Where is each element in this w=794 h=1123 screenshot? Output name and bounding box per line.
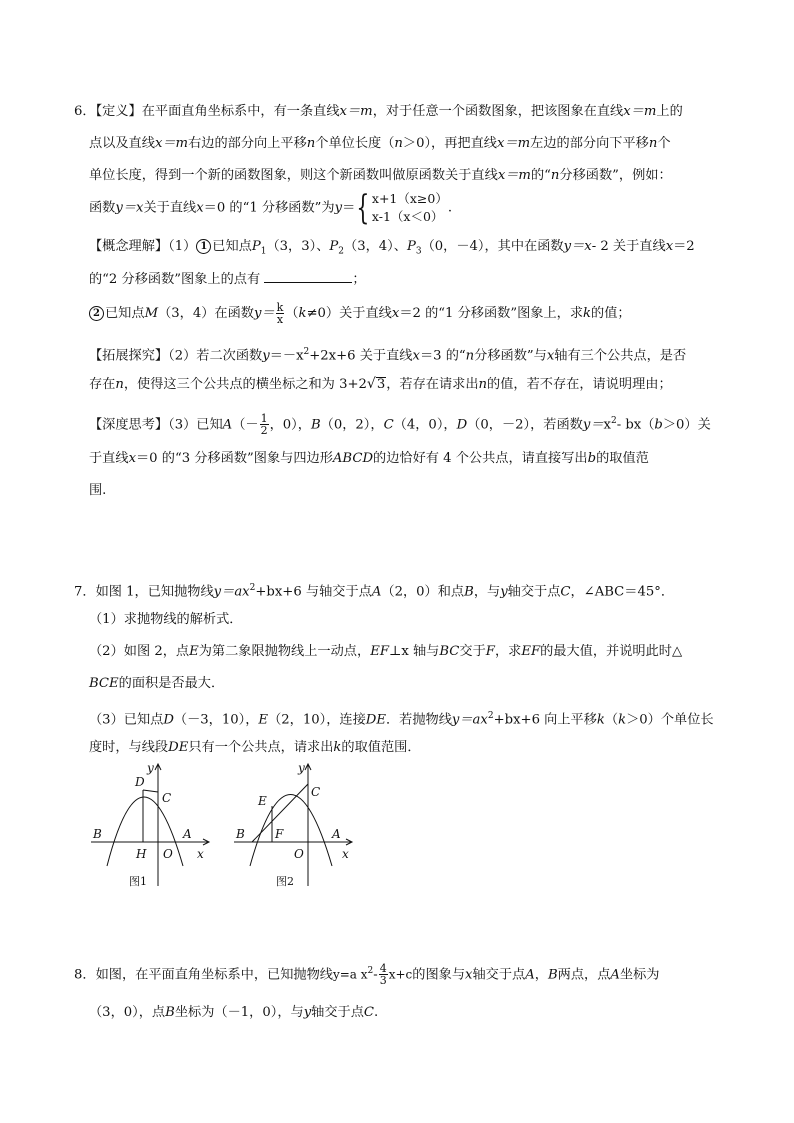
text-fragment: （0，2）， bbox=[320, 417, 384, 433]
text-fragment: DE bbox=[365, 712, 386, 728]
text-fragment: 的取值范 bbox=[596, 451, 649, 466]
fraction-k-over-x bbox=[276, 302, 285, 325]
text-fragment: x bbox=[196, 200, 204, 216]
text-fragment: 3 bbox=[376, 377, 386, 392]
text-fragment: n bbox=[394, 136, 403, 151]
text-fragment: （3，4）、 bbox=[344, 239, 407, 254]
label-O: O bbox=[163, 847, 173, 861]
text-fragment: 【概念理解】 bbox=[89, 239, 169, 254]
text-fragment: 上的 bbox=[656, 104, 683, 119]
text-fragment: ax bbox=[234, 584, 250, 600]
q6-line-2 bbox=[89, 135, 671, 153]
text-fragment: 6． bbox=[74, 104, 96, 119]
q6-line-11 bbox=[89, 450, 649, 468]
text-fragment: （3）已知点 bbox=[89, 712, 164, 728]
text-fragment: BCE bbox=[89, 676, 119, 691]
text-fragment: B bbox=[464, 584, 474, 600]
q8-line-2 bbox=[89, 1004, 378, 1022]
text-fragment: P bbox=[329, 239, 339, 254]
text-fragment: . bbox=[374, 1005, 379, 1020]
text-fragment: 左边的部分向下平移 bbox=[530, 136, 649, 151]
text-fragment: y＝x bbox=[115, 200, 144, 216]
text-fragment: B bbox=[547, 967, 558, 983]
text-fragment: P bbox=[251, 239, 261, 254]
text-fragment: 两点，点 bbox=[557, 967, 611, 983]
text-fragment: 坐标为（－1，0），与 bbox=[174, 1005, 304, 1020]
text-fragment: 2 bbox=[487, 711, 494, 721]
text-fragment: ，若存在请求出 bbox=[386, 377, 479, 392]
text-fragment: 已知点 bbox=[105, 306, 145, 321]
text-fragment: 度时，与线段 bbox=[89, 740, 169, 755]
label-B: B bbox=[93, 827, 102, 841]
text-fragment: （4，0）， bbox=[393, 417, 457, 433]
text-fragment: C bbox=[363, 1005, 374, 1020]
text-fragment: y＝ bbox=[582, 417, 604, 433]
text-fragment: k bbox=[596, 712, 605, 728]
text-fragment: k bbox=[276, 301, 284, 314]
text-fragment: （2）若二次函数 bbox=[168, 348, 263, 364]
text-fragment: x bbox=[128, 451, 136, 466]
text-fragment: （2，0）和点 bbox=[381, 584, 465, 600]
text-fragment: 【拓展探究】 bbox=[89, 348, 169, 364]
text-fragment: 分移函数”，例如： bbox=[559, 168, 672, 183]
text-fragment: x＝m bbox=[623, 104, 657, 119]
piecewise-cases bbox=[372, 190, 448, 226]
text-fragment: 的面积是否最大． bbox=[118, 676, 225, 691]
text-fragment: 的图象与 bbox=[412, 967, 466, 983]
label-y: y bbox=[298, 761, 305, 775]
text-fragment: k bbox=[583, 306, 592, 321]
text-fragment: BC bbox=[439, 644, 460, 659]
text-fragment: y bbox=[334, 200, 343, 216]
text-fragment: k bbox=[618, 712, 627, 728]
label-C: C bbox=[162, 791, 172, 805]
text-fragment: y＝x bbox=[563, 239, 592, 254]
text-fragment: x bbox=[391, 306, 400, 321]
q6-line-4 bbox=[89, 190, 452, 227]
figure-2-caption: 图2 bbox=[276, 875, 294, 888]
text-fragment: n bbox=[648, 136, 658, 151]
text-fragment: B bbox=[165, 1005, 175, 1020]
text-fragment: n bbox=[465, 348, 475, 364]
text-fragment: （0，－4），其中在函数 bbox=[421, 239, 564, 254]
figure-1-caption: 图1 bbox=[129, 875, 147, 888]
text-fragment: ＞0），再把直线 bbox=[402, 136, 497, 151]
text-fragment: 只有一个公共点，请求出 bbox=[188, 740, 334, 755]
text-fragment: E bbox=[189, 644, 199, 659]
text-fragment: x bbox=[603, 417, 611, 433]
text-fragment: 围. bbox=[89, 483, 107, 498]
text-fragment: - 2 关于直线 bbox=[591, 239, 666, 254]
text-fragment: ，求 bbox=[494, 644, 522, 659]
text-fragment: n bbox=[115, 377, 124, 392]
text-fragment: x-1（x＜0） bbox=[371, 209, 444, 224]
text-fragment: 分移函数”与 bbox=[474, 348, 547, 364]
text-fragment: 的“ bbox=[530, 168, 551, 183]
text-fragment: k bbox=[298, 306, 307, 321]
text-fragment: +2x+6 关于直线 bbox=[309, 348, 413, 364]
label-y: y bbox=[147, 761, 154, 775]
text-fragment: （2，10），连接 bbox=[268, 712, 366, 728]
text-fragment: ＞0）个单位长 bbox=[626, 712, 714, 728]
text-fragment: 的最大值，并说明此时△ bbox=[540, 644, 683, 659]
label-B: B bbox=[236, 827, 245, 841]
text-fragment: 1 bbox=[260, 246, 267, 257]
text-fragment: 轴交于点 bbox=[311, 1005, 364, 1020]
text-fragment: （－ bbox=[232, 417, 259, 433]
text-fragment: 1 bbox=[260, 412, 268, 426]
text-fragment: +bx+6 向上平移 bbox=[493, 712, 597, 728]
text-fragment: 8． bbox=[74, 967, 96, 983]
text-fragment: 【深度思考】 bbox=[89, 417, 169, 433]
figure-2 bbox=[228, 758, 358, 893]
text-fragment: b bbox=[587, 451, 597, 466]
q6-line-6 bbox=[89, 270, 366, 289]
text-fragment: P bbox=[406, 239, 416, 254]
text-fragment: （2）如图 2，点 bbox=[89, 644, 190, 659]
q6-line-1 bbox=[74, 103, 683, 121]
text-fragment: ．若抛物线 bbox=[385, 712, 452, 728]
text-fragment: 关于直线 bbox=[143, 200, 197, 216]
q7-line-6 bbox=[89, 739, 421, 757]
brace-icon: { bbox=[356, 188, 370, 228]
q7-line-2 bbox=[89, 611, 242, 629]
text-fragment: EF bbox=[370, 644, 389, 659]
text-fragment: ＝2 的“1 分移函数”图象上，求 bbox=[399, 306, 584, 321]
text-fragment: n bbox=[306, 136, 316, 151]
text-fragment: M bbox=[144, 306, 159, 321]
fraction-four-thirds bbox=[379, 963, 388, 986]
text-fragment: 2 bbox=[367, 966, 374, 976]
text-fragment: 如图，在平面直角坐标系中，已知抛物线 bbox=[95, 967, 333, 983]
text-fragment: ，与 bbox=[473, 584, 501, 600]
text-fragment: A bbox=[525, 967, 535, 983]
text-fragment: x bbox=[465, 967, 473, 983]
text-fragment: 7． bbox=[74, 584, 96, 600]
text-fragment: 的“2 分移函数”图象上的点有 bbox=[89, 272, 261, 287]
text-fragment: √ bbox=[366, 376, 376, 392]
label-A: A bbox=[183, 827, 192, 841]
text-fragment: 已知点 bbox=[212, 239, 252, 254]
text-fragment: 交于 bbox=[459, 644, 486, 659]
q6-line-7 bbox=[89, 302, 631, 325]
text-fragment: D bbox=[456, 417, 468, 433]
text-fragment: ≠0）关于直线 bbox=[306, 306, 392, 321]
text-fragment: ； bbox=[352, 272, 366, 287]
label-E: E bbox=[258, 794, 267, 808]
text-fragment: 个单位长度（ bbox=[315, 136, 395, 151]
text-fragment: A bbox=[610, 967, 620, 983]
text-fragment: ＝2 bbox=[673, 239, 695, 254]
text-fragment: A bbox=[222, 417, 233, 433]
text-fragment: 单位长度，得到一个新的函数图象，则这个新函数叫做原函数关于直线 bbox=[89, 168, 498, 183]
text-fragment: EF bbox=[521, 644, 541, 659]
text-fragment: ，0）， bbox=[269, 417, 311, 433]
text-fragment: - bx（ bbox=[616, 417, 655, 433]
label-D: D bbox=[135, 775, 145, 789]
text-fragment: 3 bbox=[415, 246, 422, 257]
text-fragment: 2 bbox=[303, 347, 310, 357]
text-fragment: k bbox=[333, 740, 342, 755]
text-fragment: （1）求抛物线的解析式． bbox=[89, 612, 243, 627]
text-fragment: C bbox=[560, 584, 571, 600]
text-fragment: 轴交于点 bbox=[472, 967, 526, 983]
text-fragment: y bbox=[303, 1005, 312, 1020]
label-F: F bbox=[275, 827, 284, 841]
line-DC bbox=[143, 790, 158, 792]
text-fragment: （3，4）在函数 bbox=[158, 306, 254, 321]
text-fragment: （3）已知 bbox=[168, 417, 223, 433]
label-O: O bbox=[294, 847, 304, 861]
text-fragment: y bbox=[262, 348, 270, 364]
text-fragment: B bbox=[310, 417, 321, 433]
text-fragment: 2 bbox=[260, 424, 268, 438]
text-fragment: A bbox=[371, 584, 382, 600]
text-fragment: ，∠ABC＝45°． bbox=[570, 584, 675, 600]
text-fragment: 的取值范围． bbox=[341, 740, 421, 755]
text-fragment: n bbox=[550, 168, 560, 183]
label-x: x bbox=[197, 847, 204, 861]
text-fragment: ＝3 的“ bbox=[419, 348, 466, 364]
text-fragment: y＝ bbox=[213, 584, 235, 600]
text-fragment: （－3，10）， bbox=[173, 712, 259, 728]
text-fragment: 如图 1，已知抛物线 bbox=[95, 584, 214, 600]
text-fragment: x＝m bbox=[339, 104, 373, 119]
text-fragment: （ bbox=[285, 306, 299, 321]
text-fragment: 个 bbox=[657, 136, 671, 151]
text-fragment: 在平面直角坐标系中，有一条直线 bbox=[141, 104, 340, 119]
text-fragment: b bbox=[654, 417, 663, 433]
label-x: x bbox=[342, 847, 349, 861]
text-fragment: x＝m bbox=[497, 168, 531, 183]
text-fragment: 轴有三个公共点，是否 bbox=[554, 348, 687, 364]
text-fragment: - bbox=[373, 967, 378, 983]
text-fragment: 2 bbox=[338, 246, 345, 257]
text-fragment: ＝ bbox=[342, 200, 356, 216]
q7-line-3 bbox=[89, 643, 682, 661]
q7-line-5 bbox=[89, 707, 714, 729]
text-fragment: x bbox=[665, 239, 674, 254]
text-fragment: DE bbox=[168, 740, 189, 755]
text-fragment: 于直线 bbox=[89, 451, 129, 466]
text-fragment: ＝－ bbox=[269, 348, 297, 364]
text-fragment: y＝ bbox=[451, 712, 473, 728]
text-fragment: 3 bbox=[379, 974, 387, 988]
text-fragment: ， bbox=[534, 967, 548, 983]
text-fragment: 函数 bbox=[89, 200, 116, 216]
text-fragment: x bbox=[546, 348, 555, 364]
text-fragment: ax bbox=[472, 712, 488, 728]
q6-line-10 bbox=[89, 412, 711, 436]
text-fragment: （1） bbox=[168, 239, 197, 254]
text-fragment: x bbox=[412, 348, 420, 364]
text-fragment: ABCD bbox=[332, 451, 374, 466]
text-fragment: ＝0 的“1 分移函数”为 bbox=[203, 200, 335, 216]
text-fragment: x＝m bbox=[497, 136, 531, 151]
text-fragment: 坐标为 bbox=[619, 967, 660, 983]
text-fragment: x bbox=[296, 348, 304, 364]
text-fragment: x+1（x≥0） bbox=[371, 191, 448, 206]
text-fragment: （3，3）、 bbox=[266, 239, 330, 254]
text-fragment: ⊥x 轴与 bbox=[388, 644, 440, 659]
text-fragment: 的值； bbox=[591, 306, 631, 321]
text-fragment: 为第二象限抛物线上一动点， bbox=[198, 644, 371, 659]
text-fragment: 存在 bbox=[89, 377, 116, 392]
text-fragment: . bbox=[447, 200, 453, 216]
text-fragment: （0，－2），若函数 bbox=[467, 417, 583, 433]
label-C: C bbox=[311, 785, 321, 799]
text-fragment: x bbox=[276, 313, 284, 326]
q7-line-1 bbox=[74, 579, 674, 601]
text-fragment: 的边恰好有 4 个公共点，请直接写出 bbox=[373, 451, 588, 466]
figure-1 bbox=[85, 758, 215, 893]
text-fragment: y bbox=[500, 584, 508, 600]
text-fragment: 4 bbox=[379, 962, 387, 976]
circled-number-2: 2 bbox=[89, 306, 104, 321]
circled-number-1: 1 bbox=[196, 239, 211, 254]
text-fragment: x＝m bbox=[154, 136, 189, 151]
q6-line-9 bbox=[89, 375, 672, 394]
q6-line-5 bbox=[89, 238, 695, 261]
text-fragment: ＞0）关 bbox=[662, 417, 711, 433]
q8-line-1 bbox=[74, 958, 659, 988]
text-fragment: 的值，若不存在，请说明理由； bbox=[487, 377, 672, 392]
text-fragment: C bbox=[383, 417, 394, 433]
q6-line-8 bbox=[89, 343, 686, 365]
text-fragment: E bbox=[258, 712, 269, 728]
text-fragment: ，对于任意一个函数图象，把该图象在直线 bbox=[372, 104, 624, 119]
text-fragment: 2 bbox=[610, 416, 617, 426]
label-A: A bbox=[332, 827, 341, 841]
q6-line-3 bbox=[89, 167, 672, 185]
text-fragment: ，使得这三个公共点的横坐标之和为 3+2 bbox=[123, 377, 367, 392]
label-H: H bbox=[136, 847, 147, 861]
text-fragment: y＝ bbox=[253, 306, 275, 321]
text-fragment: y=a x bbox=[332, 967, 368, 982]
text-fragment: x+c bbox=[388, 967, 413, 982]
text-fragment: （ bbox=[604, 712, 619, 728]
text-fragment: 轴交于点 bbox=[507, 584, 561, 600]
text-fragment: （3，0），点 bbox=[89, 1005, 166, 1020]
text-fragment: n bbox=[478, 377, 488, 392]
text-fragment: D bbox=[163, 712, 174, 728]
text-fragment: 点以及直线 bbox=[89, 136, 155, 151]
text-fragment: 2 bbox=[249, 583, 256, 593]
fraction-one-half bbox=[260, 413, 269, 436]
text-fragment: 【定义】 bbox=[95, 104, 142, 119]
text-fragment: F bbox=[485, 644, 495, 659]
text-fragment: 右边的部分向上平移 bbox=[188, 136, 307, 151]
answer-blank bbox=[264, 270, 352, 283]
q6-line-12 bbox=[89, 482, 106, 500]
text-fragment: +bx+6 与轴交于点 bbox=[255, 584, 372, 600]
q7-line-4 bbox=[89, 675, 224, 693]
text-fragment: ＝0 的“3 分移函数”图象与四边形 bbox=[136, 451, 333, 466]
